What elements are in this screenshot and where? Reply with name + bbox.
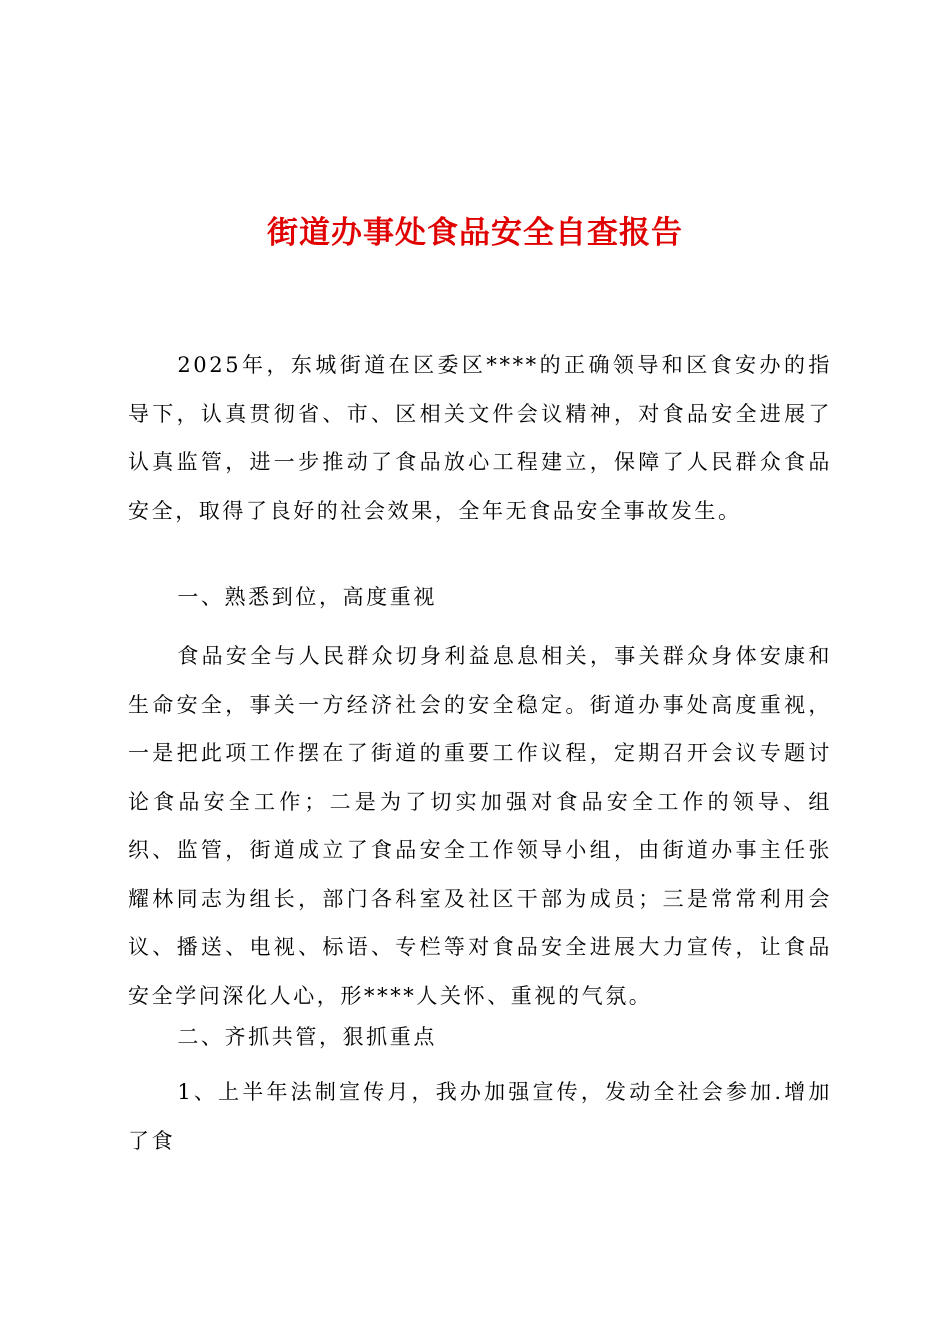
section-2-heading: 二、齐抓共管，狠抓重点 xyxy=(177,1025,437,1049)
section-1-heading: 一、熟悉到位，高度重视 xyxy=(177,585,437,609)
section-2-paragraph: 1、上半年法制宣传月，我办加强宣传，发动全社会参加.增加了食 xyxy=(128,1080,832,1153)
document-title: 街道办事处食品安全自查报告 xyxy=(267,215,683,251)
document-body xyxy=(128,341,832,1153)
section-1-paragraph: 食品安全与人民群众切身利益息息相关，事关群众身体安康和生命安全，事关一方经济社会的安全稳定。街道办事处高度重视，一是把此项工作摆在了街道的重要工作议程，定期召开会议专题讨论食品安全工作；二是为了切实加强对食品安全工作的领导、组织、监管，街道成立了食品安全工作领导小组，由街道办事主任张耀林同志为组长，部门各科室及社区干部为成员；三是常常利用会议、播送、电视、标语、专栏等对食品安全进展大力宣传，让食品安全学问深化人心，形****人关怀、重视的气氛。 xyxy=(128,644,832,1008)
intro-paragraph: 2025年，东城街道在区委区****的正确领导和区食安办的指导下，认真贯彻省、市、区相关文件会议精神，对食品安全进展了认真监管，进一步推动了食品放心工程建立，保障了人民群众食品安全，取得了良好的社会效果，全年无食品安全事故发生。 xyxy=(128,353,832,523)
